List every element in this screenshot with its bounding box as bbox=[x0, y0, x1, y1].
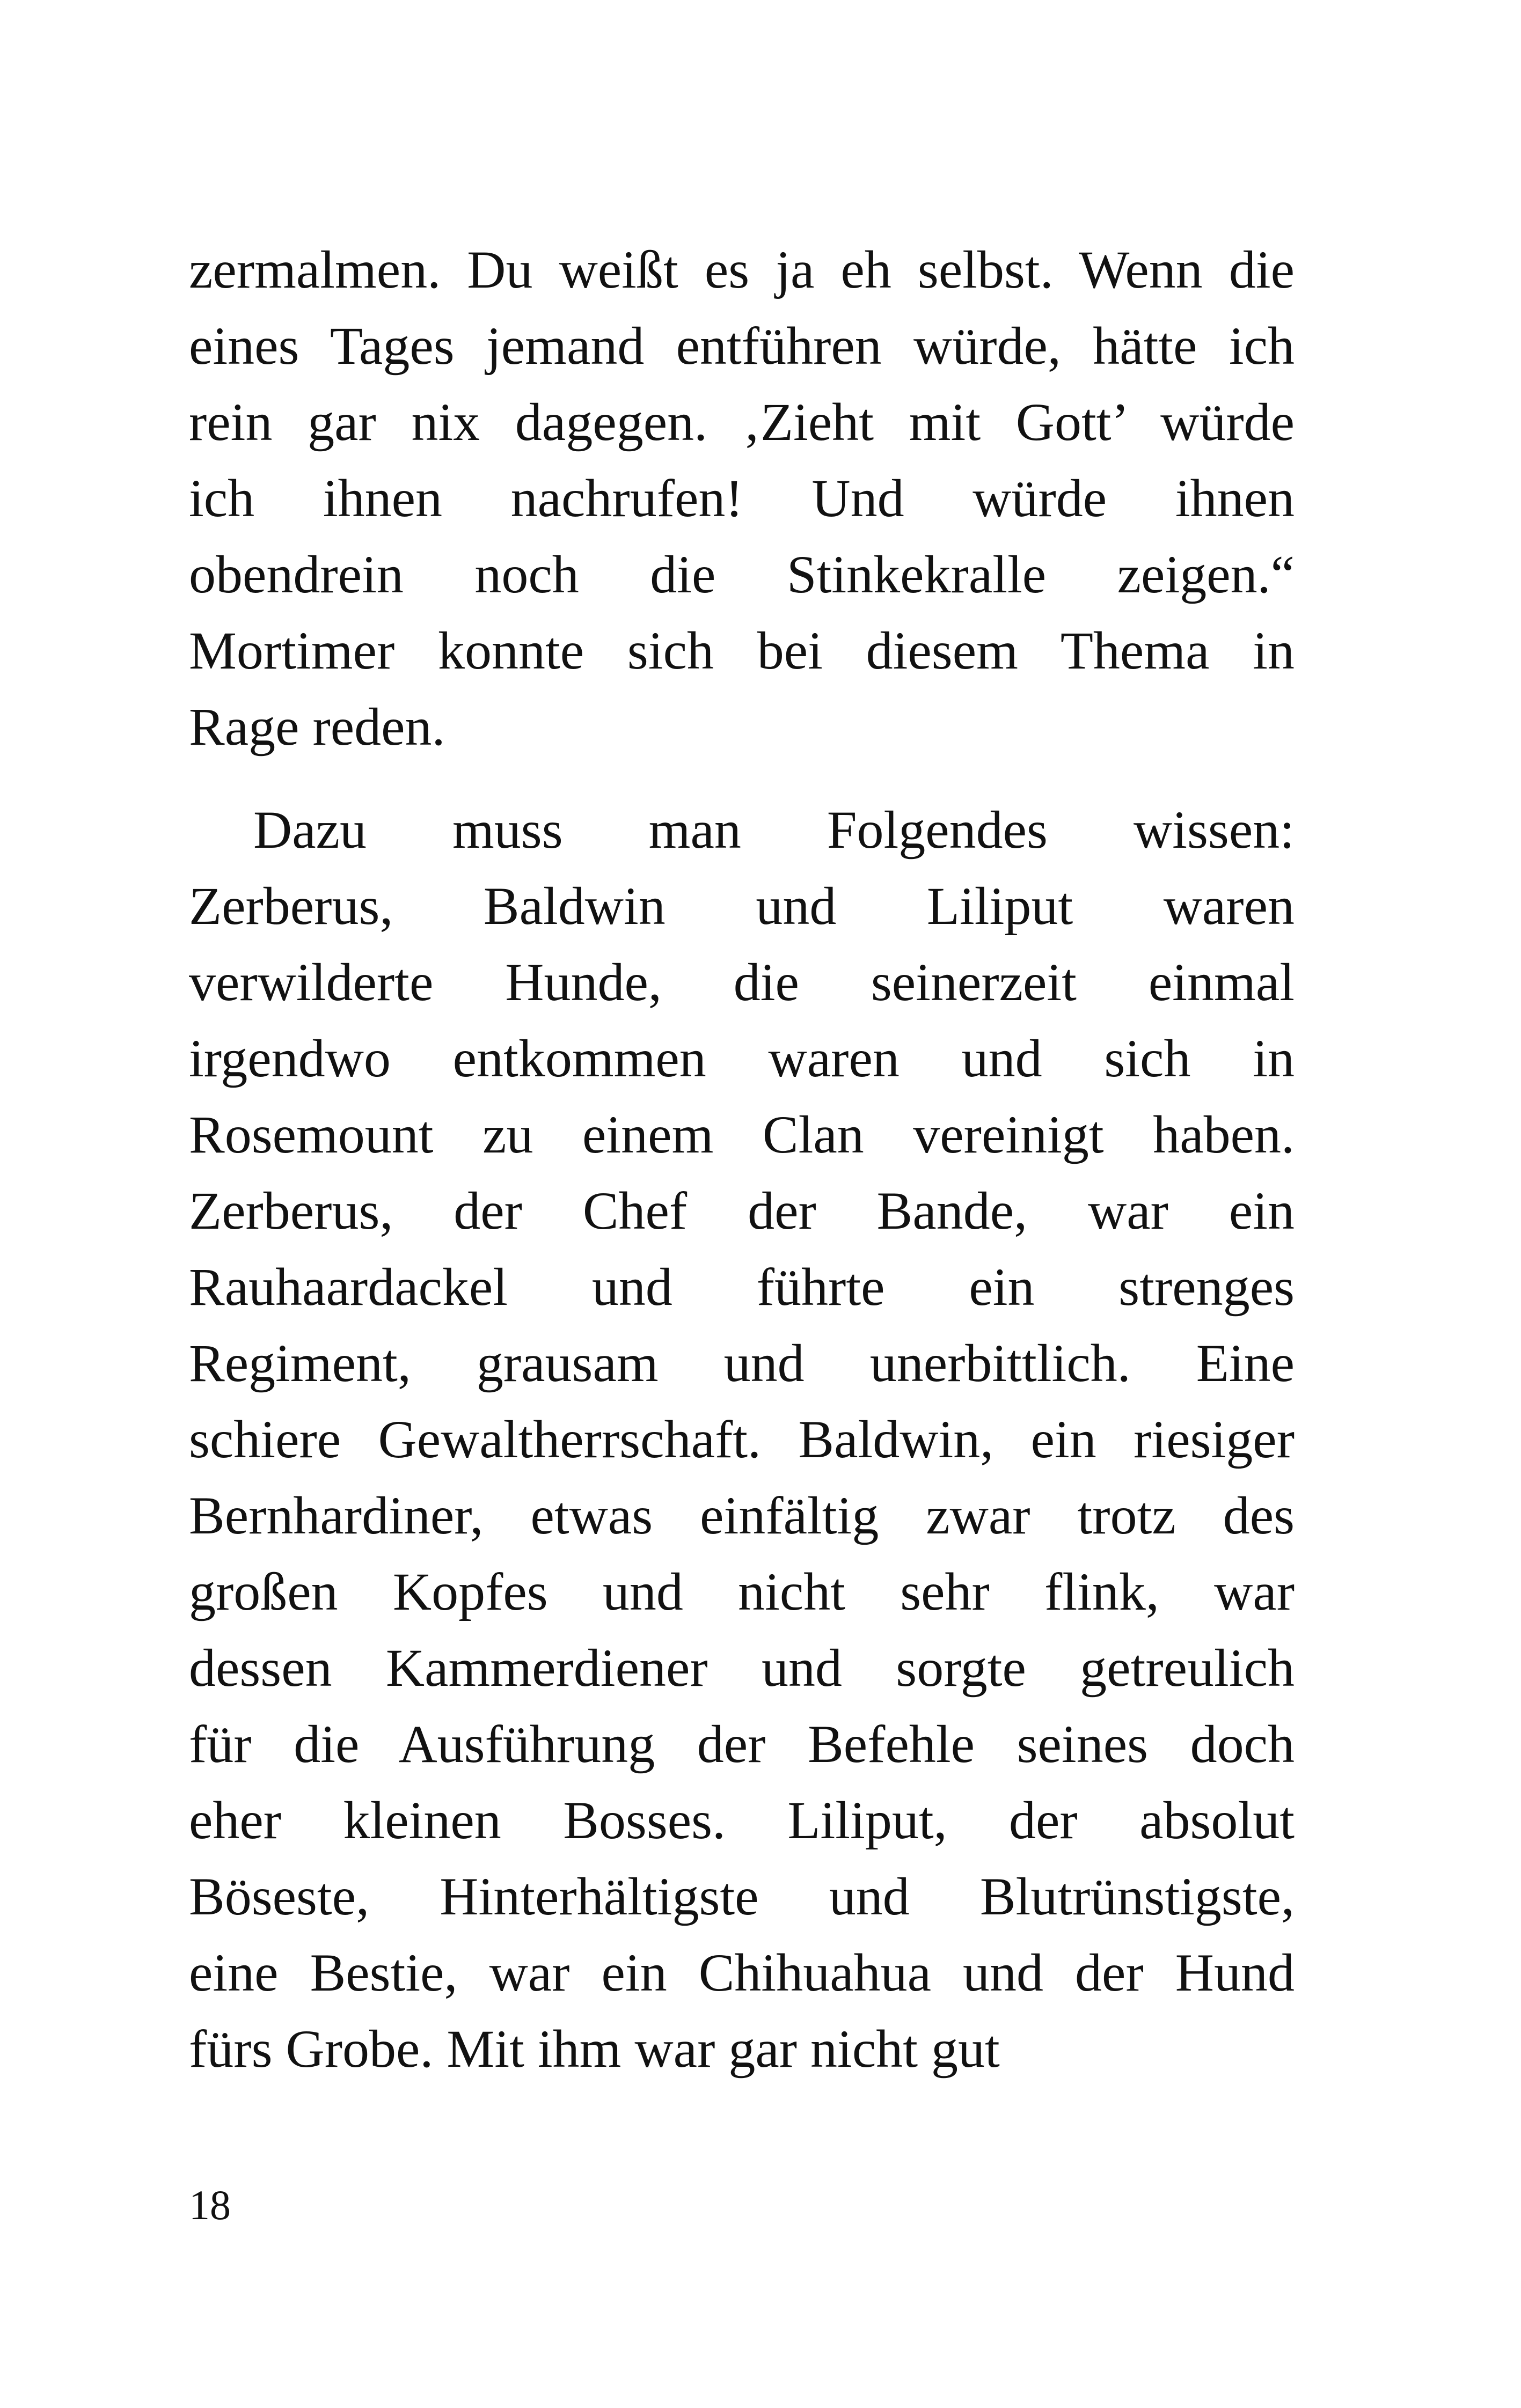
text-line: obendrein noch die Stinkekralle zeigen.“ bbox=[189, 545, 1295, 604]
text-line: Rage reden. bbox=[189, 697, 445, 757]
text-line: zermalmen. Du weißt es ja eh selbst. Wenn die bbox=[189, 240, 1295, 299]
text-line: Mortimer konnte sich bei diesem Thema in bbox=[189, 621, 1295, 680]
text-line: irgendwo entkommen waren und sich in bbox=[189, 1029, 1295, 1088]
text-line: für die Ausführung der Befehle seines doch bbox=[189, 1714, 1295, 1774]
text-line: fürs Grobe. Mit ihm war gar nicht gut bbox=[189, 2019, 1000, 2079]
text-line: Rosemount zu einem Clan vereinigt haben. bbox=[189, 1105, 1295, 1164]
text-line: Zerberus, der Chef der Bande, war ein bbox=[189, 1181, 1295, 1240]
text-line: Rauhaardackel und führte ein strenges bbox=[189, 1257, 1295, 1317]
text-line: großen Kopfes und nicht sehr flink, war bbox=[189, 1562, 1295, 1621]
text-line: schiere Gewaltherrschaft. Baldwin, ein riesiger bbox=[189, 1409, 1295, 1469]
text-line: eine Bestie, war ein Chihuahua und der Hund bbox=[189, 1943, 1295, 2002]
text-line: rein gar nix dagegen. ‚Zieht mit Gott’ würde bbox=[189, 392, 1295, 452]
text-line: dessen Kammerdiener und sorgte getreulich bbox=[189, 1638, 1295, 1698]
text-line: verwilderte Hunde, die seinerzeit einmal bbox=[189, 952, 1295, 1012]
text-line: Regiment, grausam und unerbittlich. Eine bbox=[189, 1333, 1295, 1393]
paragraph-spacer bbox=[189, 765, 1295, 792]
text-line: Böseste, Hinterhältigste und Blutrünstigste, bbox=[189, 1867, 1295, 1926]
page-number: 18 bbox=[189, 2182, 231, 2228]
text-line: Dazu muss man Folgendes wissen: bbox=[253, 800, 1295, 860]
text-line: Zerberus, Baldwin und Liliput waren bbox=[189, 876, 1295, 936]
text-line: ich ihnen nachrufen! Und würde ihnen bbox=[189, 468, 1295, 528]
text-line: eines Tages jemand entführen würde, hätte ich bbox=[189, 316, 1295, 376]
text-line: Bernhardiner, etwas einfältig zwar trotz des bbox=[189, 1486, 1295, 1545]
body-text bbox=[189, 232, 1295, 2087]
text-line: eher kleinen Bosses. Liliput, der absolut bbox=[189, 1790, 1295, 1850]
